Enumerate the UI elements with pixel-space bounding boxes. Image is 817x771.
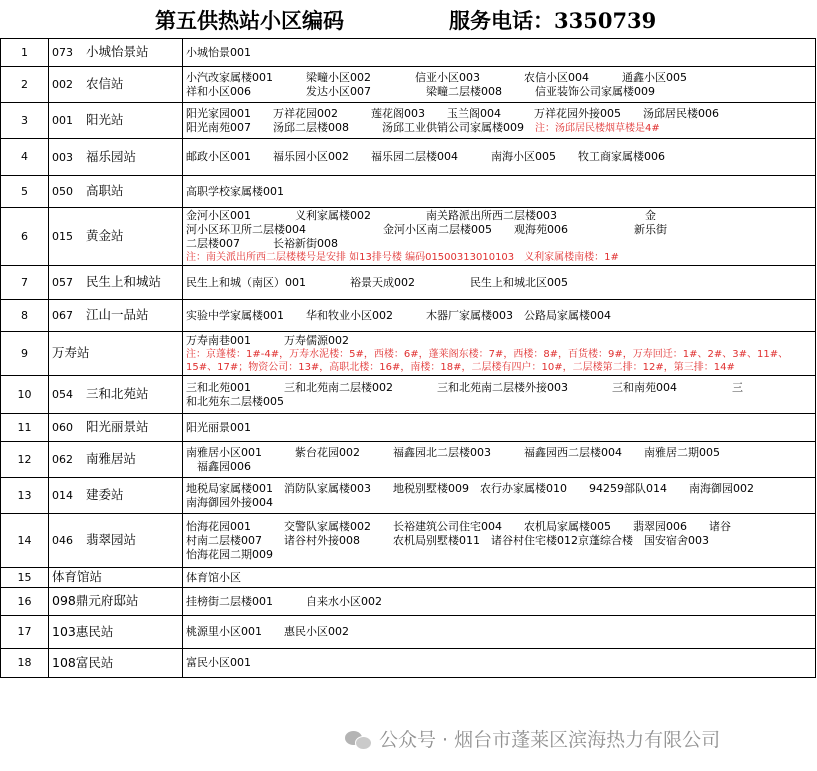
table-row — [1, 616, 816, 649]
community-text: 金河小区001 义利家属楼002 南关路派出所西二层楼003 金 — [186, 209, 656, 222]
community-text: 福鑫园006 — [186, 459, 251, 473]
row-note: 注：京蓬楼：1#-4#，万寿水泥楼：5#，西楼：6#，蓬莱阁东楼：7#，西楼：8#，百货楼：9#，万寿回迁：1#、2#、3#、11#、15#、17#；物资公司：13#，高职北楼：16#，南楼：18#，二层楼有四户：10#，二层楼第二排：12#，第三排：14# — [186, 348, 789, 373]
station-code: 060 — [52, 421, 73, 434]
station-code: 003 — [52, 150, 73, 164]
wechat-icon — [345, 728, 373, 750]
table-row — [1, 139, 816, 176]
row-index: 3 — [1, 103, 49, 139]
community-codes-cell — [183, 616, 816, 649]
station-name: 阳光丽景站 — [86, 419, 149, 434]
station-cell — [49, 139, 183, 176]
community-line — [186, 548, 812, 562]
station-cell — [49, 176, 183, 208]
community-text: 小汽改家属楼001 梁疃小区002 信亚小区003 农信小区004 通鑫小区005 — [186, 70, 687, 84]
station-code: 067 — [52, 309, 73, 322]
station-cell — [49, 442, 183, 478]
row-index: 11 — [1, 414, 49, 442]
community-line — [186, 446, 812, 460]
station-name: 108富民站 — [52, 654, 114, 670]
station-code: 057 — [52, 276, 73, 289]
community-codes-cell — [183, 478, 816, 514]
community-line — [186, 209, 812, 223]
table-row — [1, 300, 816, 332]
community-line — [186, 185, 812, 199]
community-line — [186, 421, 812, 435]
station-cell — [49, 103, 183, 139]
station-cell — [49, 208, 183, 266]
community-text: 三和北苑001 三和北苑南二层楼002 三和北苑南二层楼外接003 三和南苑004 三 — [186, 380, 743, 394]
community-text: 二层楼007 长裕新街008 — [186, 237, 338, 250]
community-line — [186, 121, 812, 135]
community-codes-cell — [183, 208, 816, 266]
community-codes-cell — [183, 568, 816, 588]
community-text: 富民小区001 — [186, 656, 251, 669]
station-name: 翡翠园站 — [86, 532, 137, 547]
row-index: 13 — [1, 478, 49, 514]
watermark — [345, 725, 720, 752]
community-text: 阳光南苑007 汤邱二层楼008 汤邱工业供销公司家属楼009 — [186, 120, 535, 134]
community-codes-cell — [183, 67, 816, 103]
community-text: 阳光丽景001 — [186, 420, 251, 434]
station-cell — [49, 514, 183, 568]
station-code: 001 — [52, 114, 73, 127]
station-name: 黄金站 — [86, 228, 124, 243]
community-codes-cell — [183, 414, 816, 442]
station-name: 建委站 — [86, 487, 124, 502]
community-text: 高职学校家属楼001 — [186, 184, 284, 198]
community-line — [186, 656, 812, 670]
community-codes-cell — [183, 376, 816, 414]
community-codes-cell — [183, 588, 816, 616]
table-row — [1, 39, 816, 67]
community-line — [186, 85, 812, 99]
station-cell — [49, 376, 183, 414]
row-index: 12 — [1, 442, 49, 478]
table-row — [1, 514, 816, 568]
station-code: 062 — [52, 453, 73, 466]
community-text: 体育馆小区 — [186, 570, 241, 584]
community-line — [186, 107, 812, 121]
station-code: 014 — [52, 489, 73, 502]
station-code: 054 — [52, 388, 73, 401]
table-row — [1, 103, 816, 139]
station-name: 万寿站 — [52, 345, 90, 360]
station-name: 三和北苑站 — [86, 386, 149, 401]
row-index: 18 — [1, 649, 49, 678]
row-index: 17 — [1, 616, 49, 649]
row-index: 5 — [1, 176, 49, 208]
community-text: 祥和小区006 发达小区007 梁疃二层楼008 信亚装饰公司家属楼009 — [186, 84, 655, 98]
community-line — [186, 150, 812, 164]
station-code-table — [0, 38, 816, 678]
table-row — [1, 649, 816, 678]
row-index: 15 — [1, 568, 49, 588]
community-text: 阳光家园001 万祥花园002 莲花阁003 玉兰阁004 万祥花园外接005 汤邱居民楼006 — [186, 106, 719, 120]
station-code: 073 — [52, 46, 73, 59]
community-codes-cell — [183, 514, 816, 568]
station-cell — [49, 649, 183, 678]
community-text: 地税局家属楼001 消防队家属楼003 地税别墅楼009 农行办家属楼010 94259部队014 南海御园002 — [186, 481, 754, 495]
table-row — [1, 414, 816, 442]
community-codes-cell — [183, 649, 816, 678]
station-cell — [49, 588, 183, 616]
community-codes-cell — [183, 103, 816, 139]
table-row — [1, 332, 816, 376]
table-row — [1, 376, 816, 414]
table-row — [1, 442, 816, 478]
community-line — [186, 334, 812, 348]
row-index: 4 — [1, 139, 49, 176]
community-text: 挂榜街二层楼001 自来水小区002 — [186, 594, 382, 608]
station-name: 高职站 — [86, 183, 124, 198]
row-index: 14 — [1, 514, 49, 568]
station-cell — [49, 414, 183, 442]
station-cell — [49, 616, 183, 649]
station-name: 体育馆站 — [52, 569, 103, 584]
station-cell — [49, 266, 183, 300]
community-text: 桃源里小区001 惠民小区002 — [186, 625, 349, 638]
community-line — [186, 482, 812, 496]
community-line — [186, 276, 812, 290]
page-title: 第五供热站小区编码 — [155, 8, 344, 33]
community-text: 怡海花园001 交警队家属楼002 长裕建筑公司住宅004 农机局家属楼005 翡翠园006 诸谷 — [186, 519, 731, 533]
station-cell — [49, 300, 183, 332]
community-line — [186, 520, 812, 534]
community-text: 小城怡景001 — [186, 45, 251, 59]
table-row — [1, 478, 816, 514]
station-cell — [49, 332, 183, 376]
station-name: 江山一品站 — [86, 307, 149, 322]
community-line — [186, 534, 812, 548]
row-index: 6 — [1, 208, 49, 266]
table-row — [1, 568, 816, 588]
header — [0, 0, 817, 38]
watermark-text: 公众号 · 烟台市蓬莱区滨海热力有限公司 — [379, 729, 721, 751]
community-line — [186, 460, 812, 474]
community-line — [186, 395, 812, 409]
community-codes-cell — [183, 332, 816, 376]
community-line — [186, 496, 812, 510]
row-index: 10 — [1, 376, 49, 414]
community-line — [186, 595, 812, 609]
community-codes-cell — [183, 266, 816, 300]
community-codes-cell — [183, 176, 816, 208]
station-name: 民生上和城站 — [86, 274, 162, 289]
station-name: 103惠民站 — [52, 623, 114, 639]
community-line — [186, 223, 812, 237]
row-index: 16 — [1, 588, 49, 616]
row-index: 1 — [1, 39, 49, 67]
row-note: 注：南关派出所西二层楼楼号是安排 如13排号楼 编码01500313010103 义利家属楼南楼：1# — [186, 252, 619, 263]
service-phone: 服务电话：3350739 — [449, 8, 657, 33]
station-name: 农信站 — [86, 76, 124, 91]
community-text: 万寿南巷001 万寿儒源002 — [186, 333, 349, 347]
row-index: 7 — [1, 266, 49, 300]
community-text: 村南二层楼007 诸谷村外接008 农机局别墅楼011 诸谷村住宅楼012京蓬综合楼 国安宿舍003 — [186, 533, 709, 547]
community-line — [186, 625, 812, 639]
station-name: 阳光站 — [86, 112, 124, 127]
station-cell — [49, 478, 183, 514]
row-index: 2 — [1, 67, 49, 103]
community-line — [186, 381, 812, 395]
community-codes-cell — [183, 139, 816, 176]
inline-note: 注：汤邱居民楼烟草楼是4# — [535, 122, 660, 134]
community-codes-cell — [183, 442, 816, 478]
station-name: 福乐园站 — [86, 148, 137, 164]
community-line — [186, 71, 812, 85]
community-line — [186, 309, 812, 323]
table-row — [1, 208, 816, 266]
community-text: 邮政小区001 福乐园小区002 福乐园二层楼004 南海小区005 牧工商家属楼006 — [186, 150, 665, 163]
station-name: 小城怡景站 — [86, 44, 149, 59]
community-line — [186, 571, 812, 585]
table-row — [1, 67, 816, 103]
station-code: 002 — [52, 78, 73, 91]
table-row — [1, 266, 816, 300]
community-text: 南雅居小区001 紫台花园002 福鑫园北二层楼003 福鑫园西二层楼004 南雅居二期005 — [186, 445, 720, 459]
row-index: 9 — [1, 332, 49, 376]
community-text: 实验中学家属楼001 华和牧业小区002 木器厂家属楼003 公路局家属楼004 — [186, 308, 611, 322]
community-codes-cell — [183, 39, 816, 67]
community-text: 南海御园外接004 — [186, 495, 273, 509]
community-line — [186, 46, 812, 60]
community-text: 和北苑东二层楼005 — [186, 394, 284, 408]
station-name: 098鼎元府邸站 — [52, 593, 139, 608]
station-code: 046 — [52, 534, 73, 547]
community-text: 河小区环卫所二层楼004 金河小区南二层楼005 观海苑006 新乐街 — [186, 223, 667, 236]
station-cell — [49, 568, 183, 588]
community-line — [186, 237, 812, 251]
community-codes-cell — [183, 300, 816, 332]
community-text: 民生上和城（南区）001 裕景天成002 民生上和城北区005 — [186, 275, 568, 289]
table-row — [1, 588, 816, 616]
station-code: 015 — [52, 230, 73, 243]
table-row — [1, 176, 816, 208]
station-cell — [49, 39, 183, 67]
community-text: 怡海花园二期009 — [186, 547, 273, 561]
station-code: 050 — [52, 185, 73, 198]
station-cell — [49, 67, 183, 103]
row-index: 8 — [1, 300, 49, 332]
station-name: 南雅居站 — [86, 451, 137, 466]
